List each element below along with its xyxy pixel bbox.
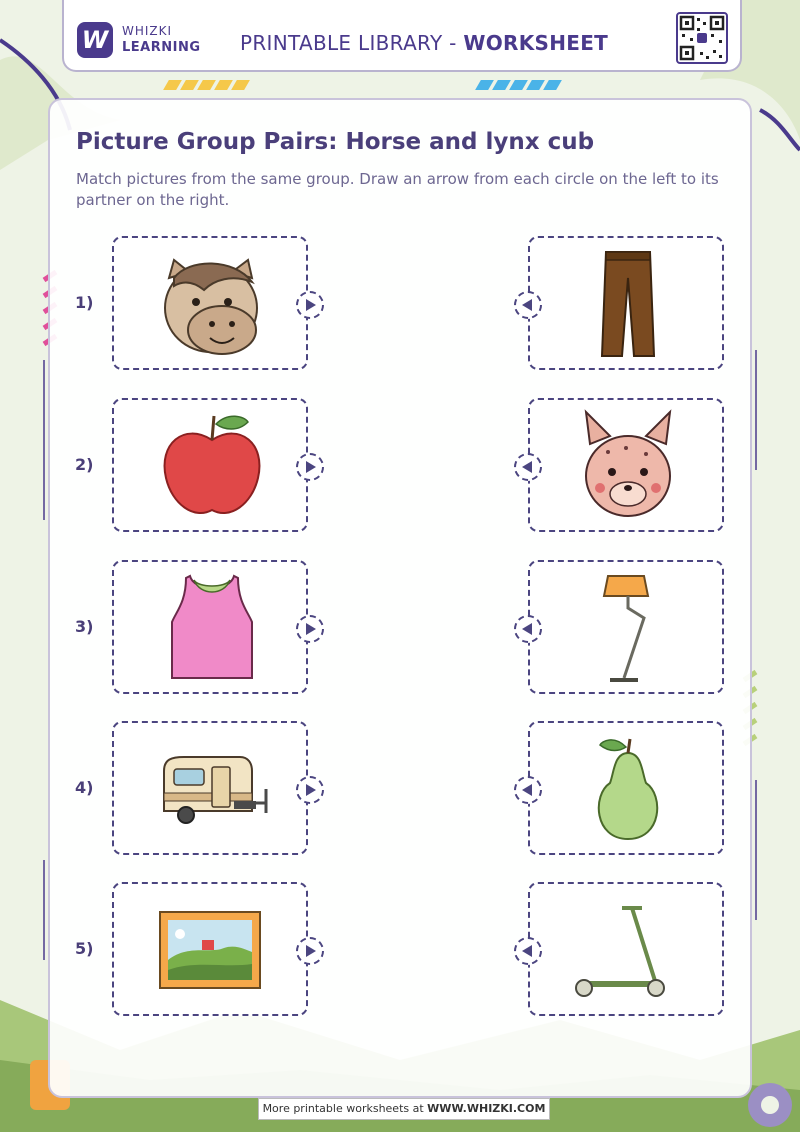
pear-icon — [530, 723, 726, 857]
blue-stripes-decoration — [478, 80, 559, 90]
trousers-icon — [530, 238, 726, 372]
landscape-painting-icon — [114, 884, 310, 1018]
left-picture-box — [112, 398, 308, 532]
arrow-left-icon — [522, 623, 532, 635]
right-connector-circle[interactable] — [514, 776, 542, 804]
arrow-left-icon — [522, 784, 532, 796]
yellow-stripes-decoration — [166, 80, 247, 90]
brand-name-bottom: LEARNING — [122, 40, 201, 55]
apple-icon — [114, 400, 310, 534]
brand-name-top: WHIZKI — [122, 24, 173, 38]
worksheet-title: Picture Group Pairs: Horse and lynx cub — [76, 129, 595, 155]
left-picture-box — [112, 721, 308, 855]
arrow-right-icon — [306, 299, 316, 311]
arrow-left-icon — [522, 299, 532, 311]
tank-top-icon — [114, 562, 310, 696]
footer-link[interactable]: More printable worksheets at WWW.WHIZKI.COM — [258, 1098, 550, 1120]
row-number: 2) — [75, 455, 94, 474]
whizki-logo-icon: W — [77, 22, 113, 58]
row-number: 5) — [75, 939, 94, 958]
row-number: 4) — [75, 778, 94, 797]
left-picture-box — [112, 236, 308, 370]
floor-lamp-icon — [530, 562, 726, 696]
right-connector-circle[interactable] — [514, 291, 542, 319]
arrow-right-icon — [306, 461, 316, 473]
left-picture-box — [112, 560, 308, 694]
right-connector-circle[interactable] — [514, 937, 542, 965]
arrow-right-icon — [306, 784, 316, 796]
worksheet-instructions: Match pictures from the same group. Draw an arrow from each circle on the left to its partner on the right. — [76, 170, 719, 209]
left-connector-circle[interactable] — [296, 453, 324, 481]
right-picture-box — [528, 236, 724, 370]
arrow-left-icon — [522, 461, 532, 473]
left-picture-box — [112, 882, 308, 1016]
arrow-left-icon — [522, 945, 532, 957]
right-picture-box — [528, 560, 724, 694]
right-connector-circle[interactable] — [514, 615, 542, 643]
horse-icon — [114, 238, 310, 372]
row-number: 3) — [75, 617, 94, 636]
kick-scooter-icon — [530, 884, 726, 1018]
right-connector-circle[interactable] — [514, 453, 542, 481]
row-number: 1) — [75, 293, 94, 312]
left-connector-circle[interactable] — [296, 615, 324, 643]
library-title: PRINTABLE LIBRARY - WORKSHEET — [240, 31, 609, 55]
arrow-right-icon — [306, 945, 316, 957]
qr-code-icon — [676, 12, 728, 64]
left-connector-circle[interactable] — [296, 291, 324, 319]
lynx-cub-icon — [530, 400, 726, 534]
left-connector-circle[interactable] — [296, 776, 324, 804]
right-picture-box — [528, 398, 724, 532]
right-picture-box — [528, 721, 724, 855]
right-picture-box — [528, 882, 724, 1016]
worksheet-header — [62, 0, 742, 72]
left-connector-circle[interactable] — [296, 937, 324, 965]
arrow-right-icon — [306, 623, 316, 635]
camper-trailer-icon — [114, 723, 310, 857]
